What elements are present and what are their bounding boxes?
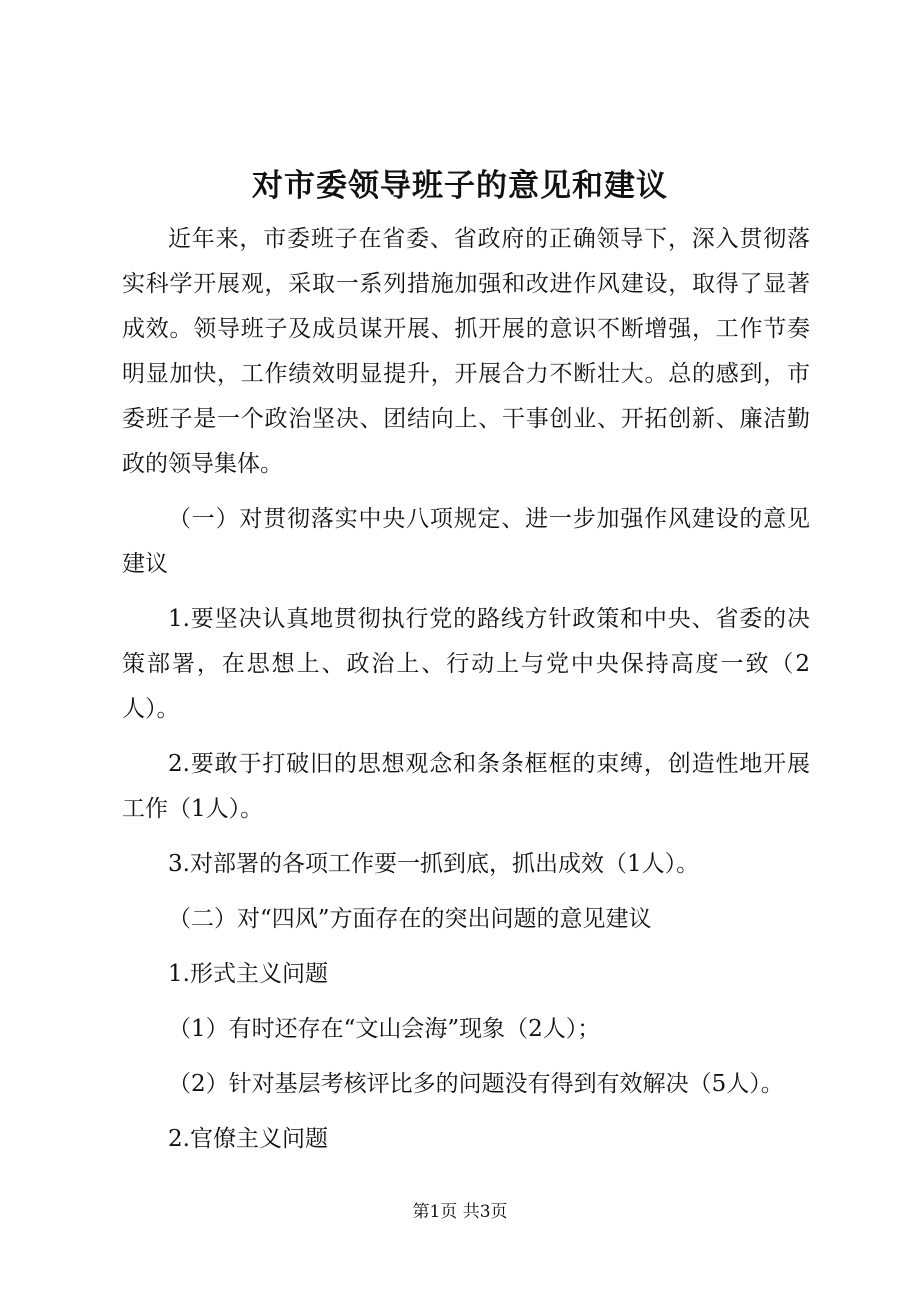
paragraph-item-2-1: 1.形式主义问题 [168, 961, 328, 987]
document-body [122, 217, 810, 1162]
paragraph-item-2-1-2: （2）针对基层考核评比多的问题没有得到有效解决（5人）。 [168, 1071, 784, 1097]
paragraph-item-2-1-1: （1）有时还存在“文山会海”现象（2人）； [168, 1016, 601, 1042]
paragraph-item-1-1: 1.要坚决认真地贯彻执行党的路线方针政策和中央、省委的决策部署，在思想上、政治上、行动上与党中央保持高度一致（2人）。 [122, 606, 810, 722]
paragraph-intro: 近年来，市委班子在省委、省政府的正确领导下，深入贯彻落实科学开展观，采取一系列措施加强和改进作风建设，取得了显著成效。领导班子及成员谋开展、抓开展的意识不断增强，工作节奏明显加快，工作绩效明显提升，开展合力不断壮大。总的感到，市委班子是一个政治坚决、团结向上、干事创业、开拓创新、廉洁勤政的领导集体。 [122, 226, 810, 477]
paragraph-item-1-3: 3.对部署的各项工作要一抓到底，抓出成效（1人）。 [168, 851, 700, 877]
paragraph-section-2-heading: （二）对“四风”方面存在的突出问题的意见建议 [168, 906, 652, 932]
document-title: 对市委领导班子的意见和建议 [252, 168, 668, 204]
paragraph-section-1-heading: （一）对贯彻落实中央八项规定、进一步加强作风建设的意见建议 [122, 506, 810, 577]
page-number-footer: 第1页 共3页 [412, 1202, 508, 1222]
paragraph-item-1-2: 2.要敢于打破旧的思想观念和条条框框的束缚，创造性地开展工作（1人）。 [122, 751, 810, 822]
paragraph-item-2-2: 2.官僚主义问题 [168, 1126, 328, 1152]
